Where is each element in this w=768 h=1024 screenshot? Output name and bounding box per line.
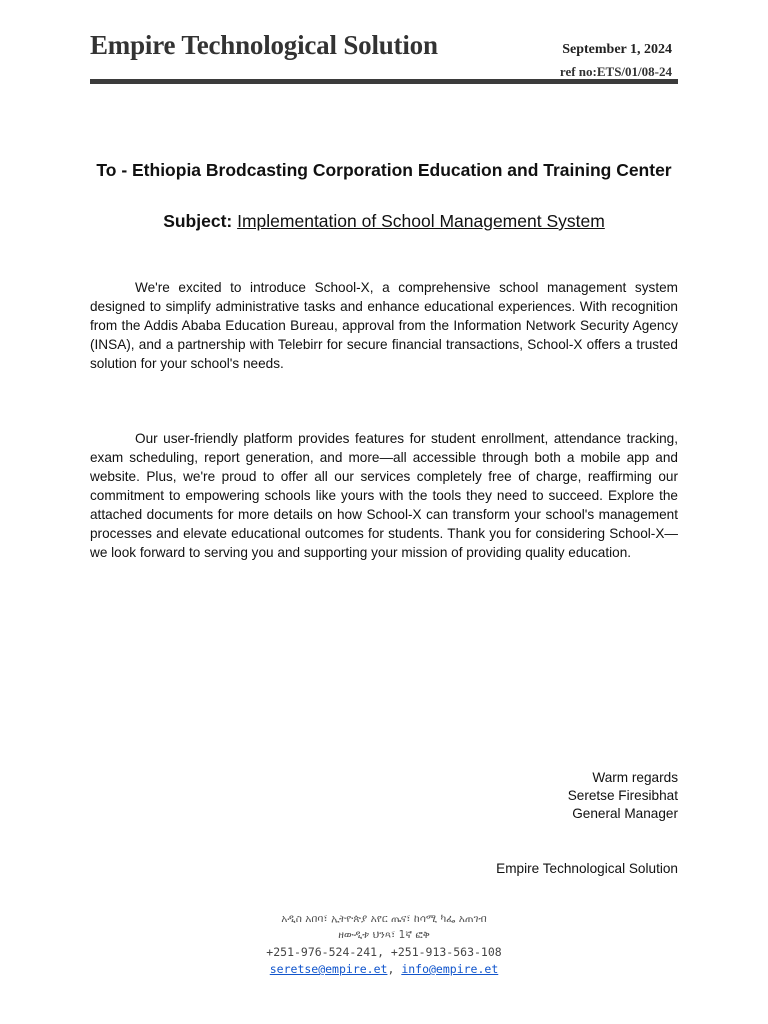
reference-number: ref no:ETS/01/08-24 [559, 64, 672, 79]
signer-organization: Empire Technological Solution [496, 861, 678, 876]
closing: Warm regards [592, 770, 678, 785]
body-paragraph-1: We're excited to introduce School-X, a comprehensive school management system designed to simplify administrative tasks and enhance educational experiences. With recognition from the Addis Ababa Education Bureau, approval from the Information Network Security Agency (INSA), and a partnership with Telebirr for secure financial transactions, School-X offers a trusted solution for your school's needs. [90, 280, 678, 371]
letter-date: September 1, 2024 [562, 42, 672, 57]
body-paragraph-2: Our user-friendly platform provides features for student enrollment, attendance tracking, exam scheduling, report generation, and more—all accessible through both a mobile app and website. Plus, we're proud to offer all our services completely free of charge, reaffirming our commitment to empowering schools like yours with the tools they need to succeed. Explore the attached documents for more details on how School-X can transform your school's management processes and elevate educational outcomes for students. Thank you for considering School-X—we look forward to serving you and supporting your mission of providing quality education. [90, 431, 678, 560]
signer-title: General Manager [572, 806, 678, 821]
footer-phones: +251-976-524-241, +251-913-563-108 [266, 945, 502, 959]
subject-line [90, 211, 678, 232]
footer-emails [0, 962, 768, 976]
email-link-seretse[interactable]: seretse@empire.et [269, 962, 388, 976]
footer-address-line-1: አዲስ አበባ፣ ኢትዮጵያ አየር ጤና፣ ከሳሚ ካፌ አጠገብ [281, 913, 487, 925]
header-divider [90, 79, 678, 84]
company-name: Empire Technological Solution [90, 30, 438, 60]
email-separator: , [387, 962, 402, 976]
recipient-line: To - Ethiopia Brodcasting Corporation Education and Training Center [96, 160, 672, 180]
footer-address-line-2: ዘውዲቱ ህንጻ፣ 1ኛ ፎቅ [338, 929, 430, 941]
subject-text: Implementation of School Management System [237, 211, 605, 231]
email-link-info[interactable]: info@empire.et [401, 962, 499, 976]
signer-name: Seretse Firesibhat [567, 788, 678, 803]
subject-label: Subject: [163, 211, 233, 231]
